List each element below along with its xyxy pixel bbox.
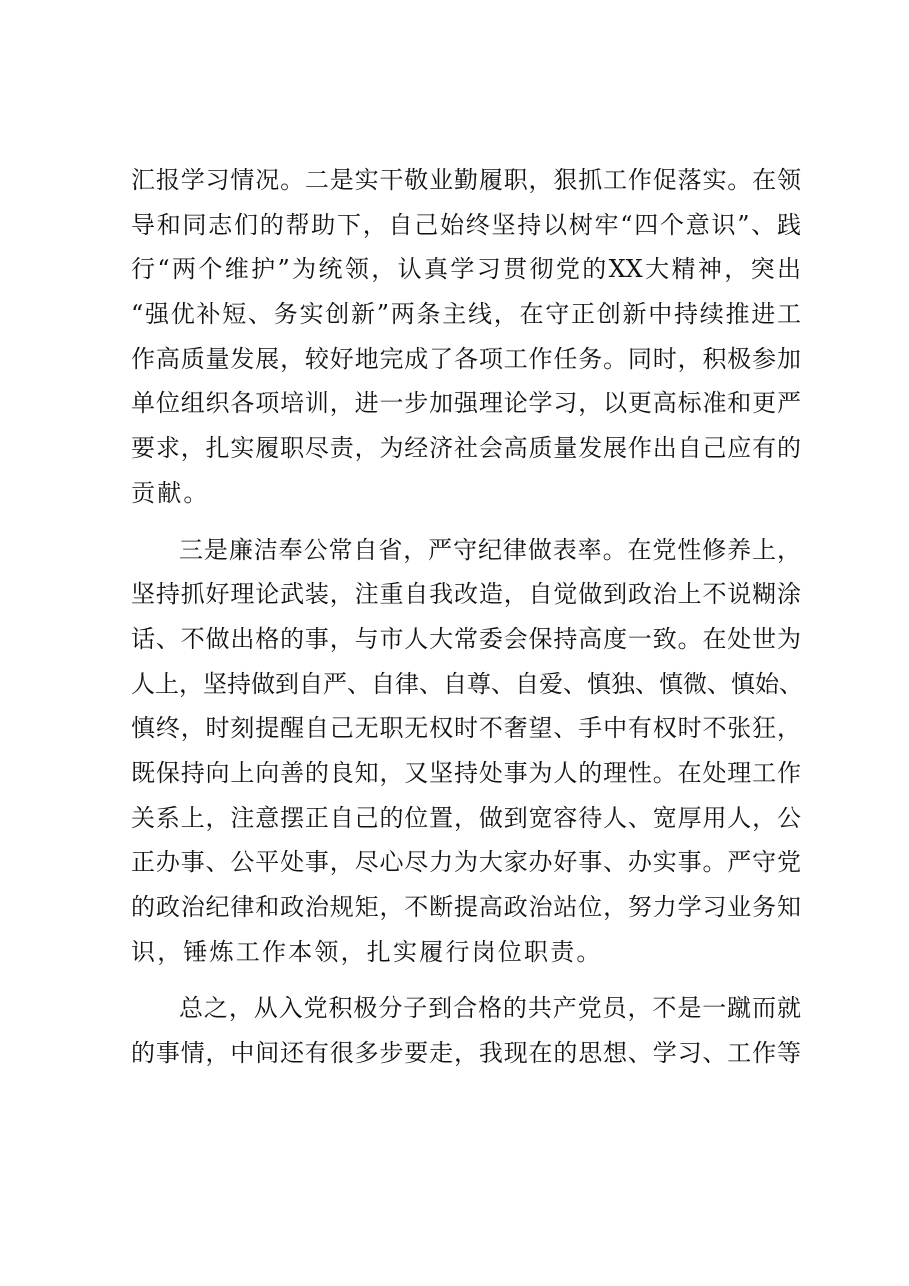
text-line: 作高质量发展，较好地完成了各项工作任务。同时，积极参加 xyxy=(131,344,801,373)
paragraph-spacer xyxy=(131,974,801,986)
text-line: 贡献。 xyxy=(131,478,210,507)
text-line: “强优补短、务实创新”两条主线，在守正创新中持续推进工 xyxy=(131,300,801,329)
text-line: 要求，扎实履职尽责，为经济社会高质量发展作出自己应有的 xyxy=(131,434,801,463)
text-line: 正办事、公平处事，尽心尽力为大家办好事、办实事。严守党 xyxy=(131,848,801,877)
paragraph-spacer xyxy=(131,516,801,528)
text-line: 坚持抓好理论武装，注重自我改造，自觉做到政治上不说糊涂 xyxy=(131,580,801,609)
text-line: 话、不做出格的事，与市人大常委会保持高度一致。在处世为 xyxy=(131,624,801,653)
text-line: 行“两个维护”为统领，认真学习贯彻党的XX大精神，突出 xyxy=(131,255,801,284)
text-line: 三是廉洁奉公常自省，严守纪律做表率。在党性修养上， xyxy=(179,535,801,564)
text-line: 的政治纪律和政治规矩，不断提高政治站位，努力学习业务知 xyxy=(131,893,801,921)
text-line: 总之，从入党积极分子到合格的共产党员，不是一蹴而就 xyxy=(179,994,801,1023)
text-line: 汇报学习情况。二是实干敬业勤履职，狠抓工作促落实。在领 xyxy=(131,166,801,194)
text-line: 单位组织各项培训，进一步加强理论学习，以更高标准和更严 xyxy=(131,389,801,418)
text-line: 识，锤炼工作本领，扎实履行岗位职责。 xyxy=(131,937,603,966)
text-line: 的事情，中间还有很多步要走，我现在的思想、学习、工作等 xyxy=(131,1039,801,1068)
text-line: 导和同志们的帮助下，自己始终坚持以树牢“四个意识”、践 xyxy=(131,210,801,239)
paragraph-continuation xyxy=(131,158,801,516)
paragraph-integrity xyxy=(131,528,801,975)
text-line: 既保持向上向善的良知，又坚持处事为人的理性。在处理工作 xyxy=(131,758,801,787)
paragraph-summary xyxy=(131,986,801,1075)
text-line: 关系上，注意摆正自己的位置，做到宽容待人、宽厚用人，公 xyxy=(131,803,801,832)
text-line: 人上，坚持做到自严、自律、自尊、自爱、慎独、慎微、慎始、 xyxy=(131,669,803,698)
document-body xyxy=(131,158,801,1076)
text-line: 慎终，时刻提醒自己无职无权时不奢望、手中有权时不张狂， xyxy=(131,714,801,743)
